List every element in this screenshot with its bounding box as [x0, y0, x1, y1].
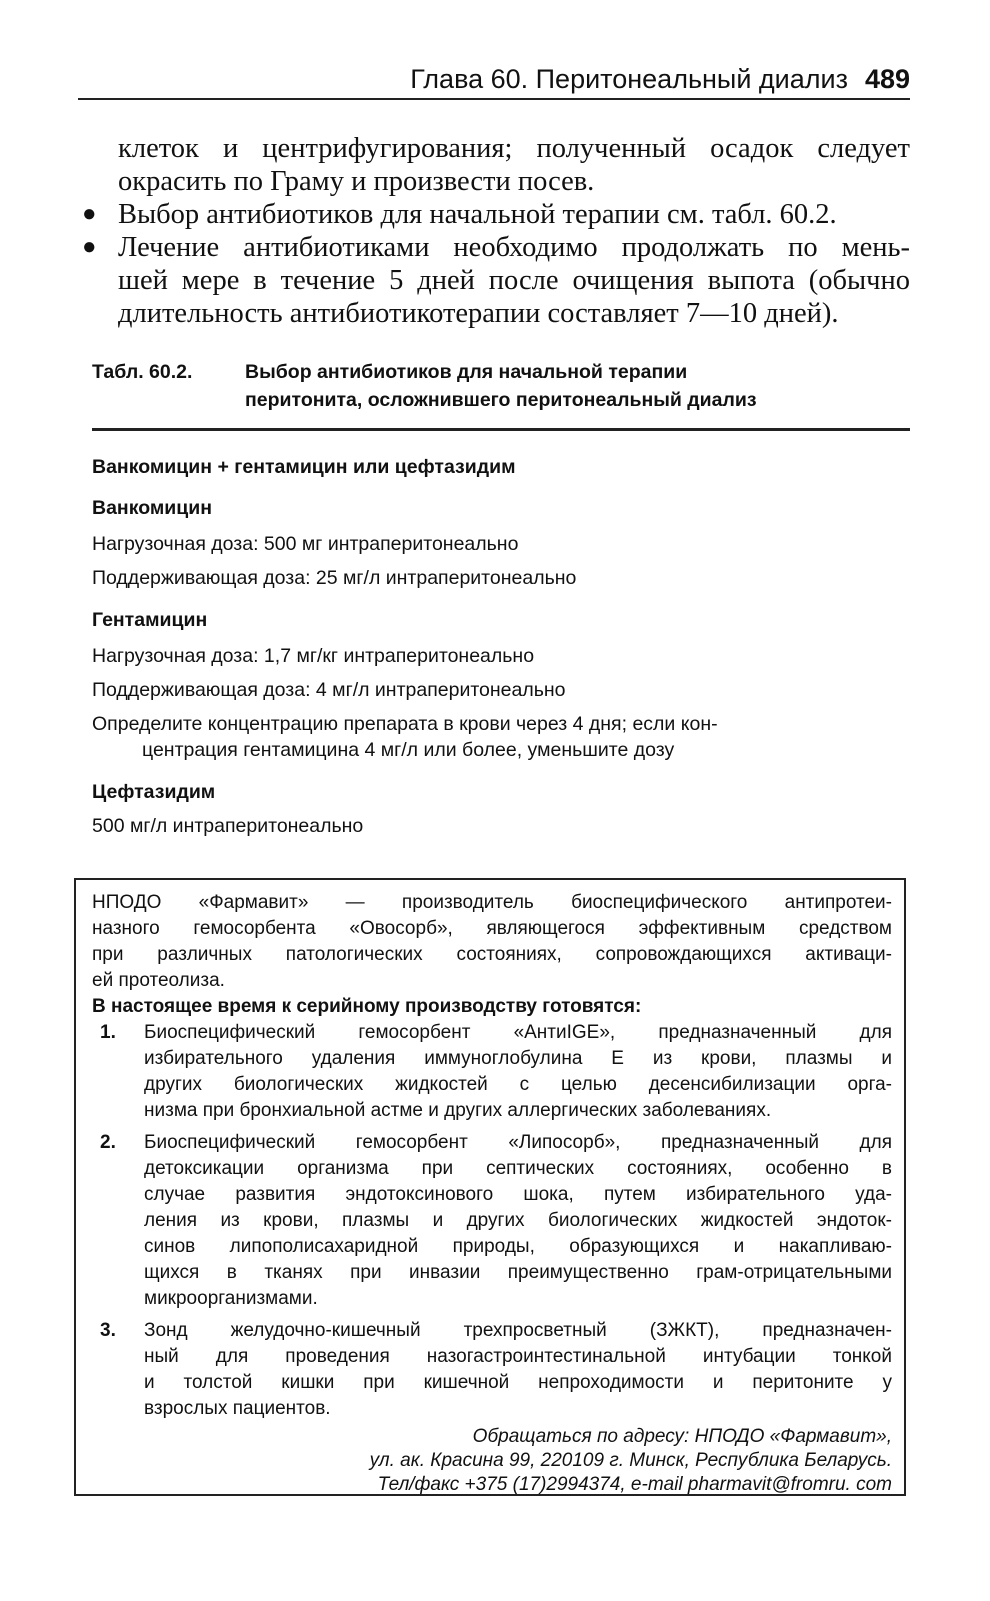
ad-item-line: Биоспецифический гемосорбент «АнтиIGE», предназначенный для — [144, 1022, 892, 1043]
table-title-line: Выбор антибиотиков для начальной терапии — [245, 361, 688, 383]
drug-heading-ceftazidime: Цефтазидим — [92, 781, 216, 803]
ad-item-line: Биоспецифический гемосорбент «Липосорб», предназначенный для — [144, 1132, 892, 1153]
bullet-item — [82, 198, 910, 231]
contact-line: Тел/факс +375 (17)2994374, e-mail pharmavit@fromru. com — [377, 1474, 892, 1495]
ad-item-line: микроорганизмами. — [144, 1288, 318, 1309]
ad-heading: В настоящее время к серийному производству готовятся: — [92, 996, 642, 1017]
gentamicin-note-line: центрация гентамицина 4 мг/л или более, уменьшите дозу — [142, 739, 675, 761]
table-title — [245, 358, 905, 414]
ad-item-line: ления из крови, плазмы и других биологических жидкостей эндоток- — [144, 1210, 892, 1231]
ad-text-line: НПОДО «Фармавит» — производитель биоспецифического антипротеи- — [92, 892, 892, 913]
ad-item-line: и толстой кишки при кишечной непроходимости и перитоните у — [144, 1372, 892, 1393]
contact-line: Обращаться по адресу: НПОДО «Фармавит», — [472, 1426, 892, 1447]
bullet-item — [82, 231, 910, 330]
running-header — [78, 58, 910, 100]
table-title-line: перитонита, осложнившего перитонеальный диализ — [245, 389, 757, 411]
page-number: 489 — [864, 64, 910, 94]
table-label: Табл. 60.2. — [92, 361, 193, 383]
vancomycin-maintenance-dose: Поддерживающая доза: 25 мг/л интраперитонеально — [92, 567, 577, 589]
text-line: Выбор антибиотиков для начальной терапии см. табл. 60.2. — [118, 199, 837, 230]
table-top-rule — [92, 428, 910, 431]
gentamicin-note-line: Определите концентрацию препарата в крови через 4 дня; если кон- — [92, 713, 718, 735]
ad-item-number: 1. — [100, 1022, 116, 1043]
ad-item-line: случае развития эндотоксинового шока, путем избирательного уда- — [144, 1184, 892, 1205]
ad-intro — [92, 890, 892, 1020]
ad-item-line: детоксикации организма при септических состояниях, особенно в — [144, 1158, 892, 1179]
text-line: Лечение антибиотиками необходимо продолжать по мень- — [118, 232, 910, 263]
text-line: длительность антибиотикотерапии составляет 7—10 дней). — [118, 298, 839, 329]
regimen-heading: Ванкомицин + гентамицин или цефтазидим — [92, 456, 516, 478]
bullet-icon: ● — [82, 234, 97, 260]
text-line: клеток и центрифугирования; полученный осадок следует — [118, 133, 910, 164]
gentamicin-maintenance-dose: Поддерживающая доза: 4 мг/л интраперитонеально — [92, 679, 566, 701]
ad-text-line: ей протеолиза. — [92, 970, 225, 991]
gentamicin-loading-dose: Нагрузочная доза: 1,7 мг/кг интраперитонеально — [92, 645, 535, 667]
contact-line: ул. ак. Красина 99, 220109 г. Минск, Республика Беларусь. — [369, 1450, 892, 1471]
vancomycin-loading-dose: Нагрузочная доза: 500 мг интраперитонеально — [92, 533, 519, 555]
continued-paragraph — [118, 132, 910, 198]
text-line: окрасить по Граму и произвести посев. — [118, 166, 595, 197]
drug-heading-gentamicin: Гентамицин — [92, 609, 208, 631]
bullet-icon: ● — [82, 201, 97, 227]
ad-item-line: Зонд желудочно-кишечный трехпросветный (ЗЖКТ), предназначен- — [144, 1320, 892, 1341]
drug-heading-vancomycin: Ванкомицин — [92, 497, 213, 519]
ceftazidime-dose: 500 мг/л интраперитонеально — [92, 815, 364, 837]
ad-item-line: ный для проведения назогастроинтестинальной интубации тонкой — [144, 1346, 892, 1367]
ad-item-line: синов липополисахаридной природы, образующихся и накапливаю- — [144, 1236, 892, 1257]
ad-item-line: щихся в тканях при инвазии преимущественно грам-отрицательными — [144, 1262, 892, 1283]
ad-item-line: избирательного удаления иммуноглобулина Е из крови, плазмы и — [144, 1048, 892, 1069]
ad-text-line: назного гемосорбента «Овосорб», являющегося эффективным средством — [92, 918, 892, 939]
text-line: шей мере в течение 5 дней после очищения выпота (обычно — [118, 265, 910, 296]
ad-item-line: взрослых пациентов. — [144, 1398, 331, 1419]
ad-text-line: при различных патологических состояниях, сопровождающихся активаци- — [92, 944, 892, 965]
ad-item-line: низма при бронхиальной астме и других аллергических заболеваниях. — [144, 1100, 772, 1121]
chapter-title: Глава 60. Перитонеальный диализ — [410, 64, 848, 94]
ad-item-number: 2. — [100, 1132, 116, 1153]
ad-item-line: других биологических жидкостей с целью десенсибилизации орга- — [144, 1074, 892, 1095]
ad-item-number: 3. — [100, 1320, 116, 1341]
